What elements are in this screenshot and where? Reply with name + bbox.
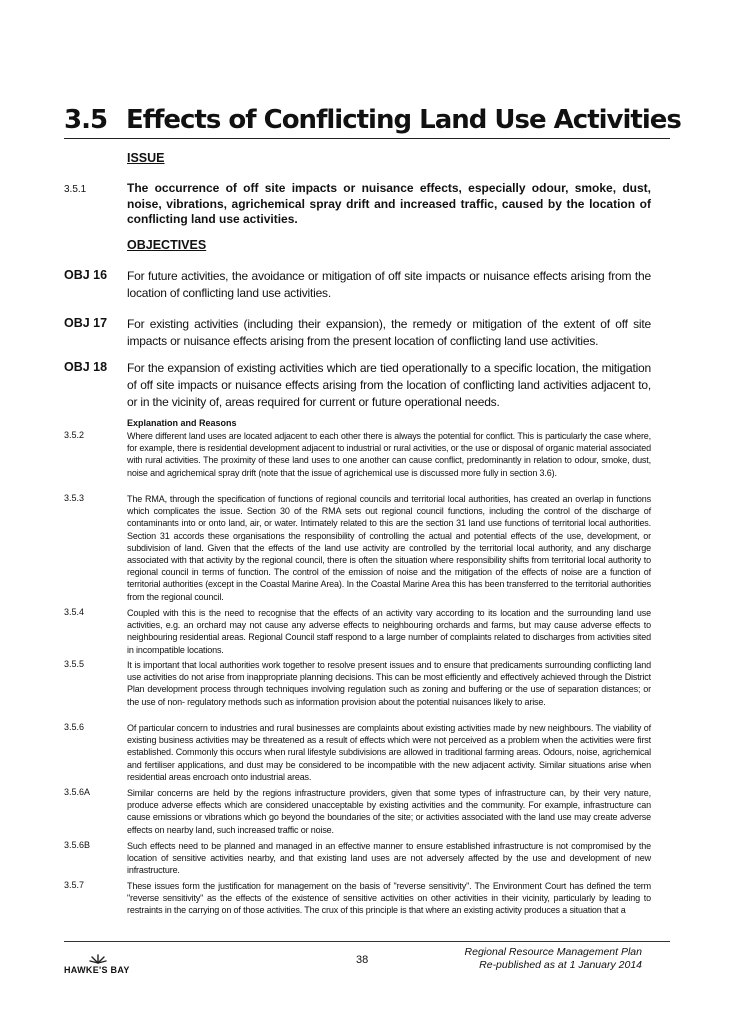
- paragraph-text: Where different land uses are located adjacent to each other there is always the potential for conflict. This is particularly the case where, for example, there is residential development adjacent to industrial or rural activities, or the use or disposal of organic material associated with rural activities. The proximity of these land uses to one another can cause conflict, predominantly in relation to odour, smoke, dust, noise and agrichemical spray drift (note that the issue of agrichemical use is discussed more fully in section 3.6).: [127, 431, 651, 478]
- explanation-heading: Explanation and Reasons: [127, 418, 237, 428]
- heading-divider: [64, 138, 670, 139]
- paragraph-number: 3.5.3: [64, 493, 85, 503]
- paragraph-text: The RMA, through the specification of functions of regional councils and territorial local authorities, has created an overlap in functions which complicates the issue. Section 30 of the RMA sets out regional council functions, including the control of the discharge of contaminants into or onto land, air, or water. Intimately related to this are the section 31 land use functions of territorial local authorities. Section 31 accords these organisations the responsibility of controlling the actual and potential effects of the use, development, or subdivision of land. Given that the effects of the land use activity are controlled by the territorial local authority, and any discharge associated with that activity by the regional council, there is often the situation where responsibility shifts from territorial local authority to regional council in terms of function. The control of the emission of noise and the mitigation of the effects of noise are a function of territorial authorities (except in the Coastal Marine Area). In the Coastal Marine Area this has been transferred to the territorial authorities from the regional council.: [127, 494, 651, 602]
- paragraph-text: It is important that local authorities work together to resolve present issues and to ensure that predicaments surrounding conflicting land use activities do not arise from inappropriate planning decisions. This can be most efficiently and effectively achieved through the District Plan development process through techniques involving regulation such as zoning and buffering or the use of separation distances; or the use of non- regulatory methods such as information provision about the potential nuisances likely to arise.: [127, 660, 651, 707]
- plan-title: Regional Resource Management Plan: [464, 946, 642, 958]
- objective-text: For future activities, the avoidance or mitigation of off site impacts or nuisance effects arising from the location of conflicting land use activities.: [127, 269, 651, 300]
- objective-label: OBJ 16: [64, 268, 108, 282]
- issue-number: 3.5.1: [64, 184, 87, 195]
- issue-heading: ISSUE: [127, 151, 165, 165]
- paragraph-text: Coupled with this is the need to recognise that the effects of an activity vary according to its location and the surrounding land use activities, e.g. an orchard may not cause any adverse effects to neighbouring orchards and farms, but may cause adverse effects to neighbouring residential areas. Regional Council staff respond to a large number of complaints related to discharges from activities sited in incompatible locations.: [127, 608, 651, 655]
- paragraph-number: 3.5.6B: [64, 840, 91, 850]
- paragraph-number: 3.5.6A: [64, 787, 91, 797]
- republished-date: Re-published as at 1 January 2014: [479, 959, 642, 971]
- paragraph-text: Of particular concern to industries and rural businesses are complaints about existing activities made by new neighbours. The viability of existing business activities may be threatened as a result of effects which were not perceived as a problem when the activities were first established. Commonly this occurs when rural lifestyle subdivisions are allowed in traditional farming areas. Odours, noise, agrichemical and fertiliser applications, and dust may be considered to be incompatible with the new adjacent activity. Similar situations arise when residential areas encroach onto industrial areas.: [127, 723, 651, 782]
- paragraph-text: Similar concerns are held by the regions infrastructure providers, given that some types of infrastructure can, by their very nature, produce adverse effects which are considered unacceptable by existing activities and the community. For example, infrastructure can cause emissions or vibrations which go beyond the boundaries of the site; or activities associated with the land use may create adverse effects on nearby land, such increased traffic or noise.: [127, 788, 651, 835]
- paragraph-number: 3.5.4: [64, 607, 85, 617]
- footer-plan-info: [465, 946, 642, 972]
- sunburst-icon: [88, 946, 108, 964]
- objective-label: OBJ 17: [64, 316, 108, 330]
- paragraph-number: 3.5.7: [64, 880, 85, 890]
- logo-text: HAWKE'S BAY: [64, 965, 130, 975]
- objectives-heading: OBJECTIVES: [127, 238, 207, 252]
- page-number: 38: [356, 954, 369, 966]
- paragraph-text: These issues form the justification for management on the basis of "reverse sensitivity". The Environment Court has defined the term "reverse sensitivity" as the effects of the existence of sensitive activities on other activities in their vicinity, particularly by leading to restraints in the carrying on of those activities. The crux of this principle is that where an existing activity produces a situation that a: [127, 881, 651, 916]
- paragraph-number: 3.5.5: [64, 659, 85, 669]
- paragraph-number: 3.5.2: [64, 430, 85, 440]
- section-number: 3.5: [64, 105, 108, 135]
- section-title: Effects of Conflicting Land Use Activities: [126, 105, 681, 135]
- objective-text: For existing activities (including their expansion), the remedy or mitigation of the extent of off site impacts or nuisance effects arising from the present location of conflicting land use activities.: [127, 317, 651, 348]
- section-heading: [64, 103, 681, 137]
- paragraph-text: Such effects need to be planned and managed in an effective manner to ensure established infrastructure is not compromised by the location of sensitive activities nearby, and that existing land uses are not adversely affected by the use and development of new infrastructure.: [127, 841, 651, 876]
- objective-text: For the expansion of existing activities which are tied operationally to a specific location, the mitigation of off site impacts or nuisance effects arising from the location of conflicting land activities adjacent to, or in the vicinity of, areas required for current or future operational needs.: [127, 361, 651, 409]
- paragraph-number: 3.5.6: [64, 722, 85, 732]
- footer-divider: [64, 941, 670, 942]
- objective-label: OBJ 18: [64, 360, 108, 374]
- hawkes-bay-logo: [64, 946, 134, 978]
- issue-text: The occurrence of off site impacts or nuisance effects, especially odour, smoke, dust, noise, vibrations, agrichemical spray drift and increased traffic, caused by the location of conflicting land use activities.: [127, 181, 651, 226]
